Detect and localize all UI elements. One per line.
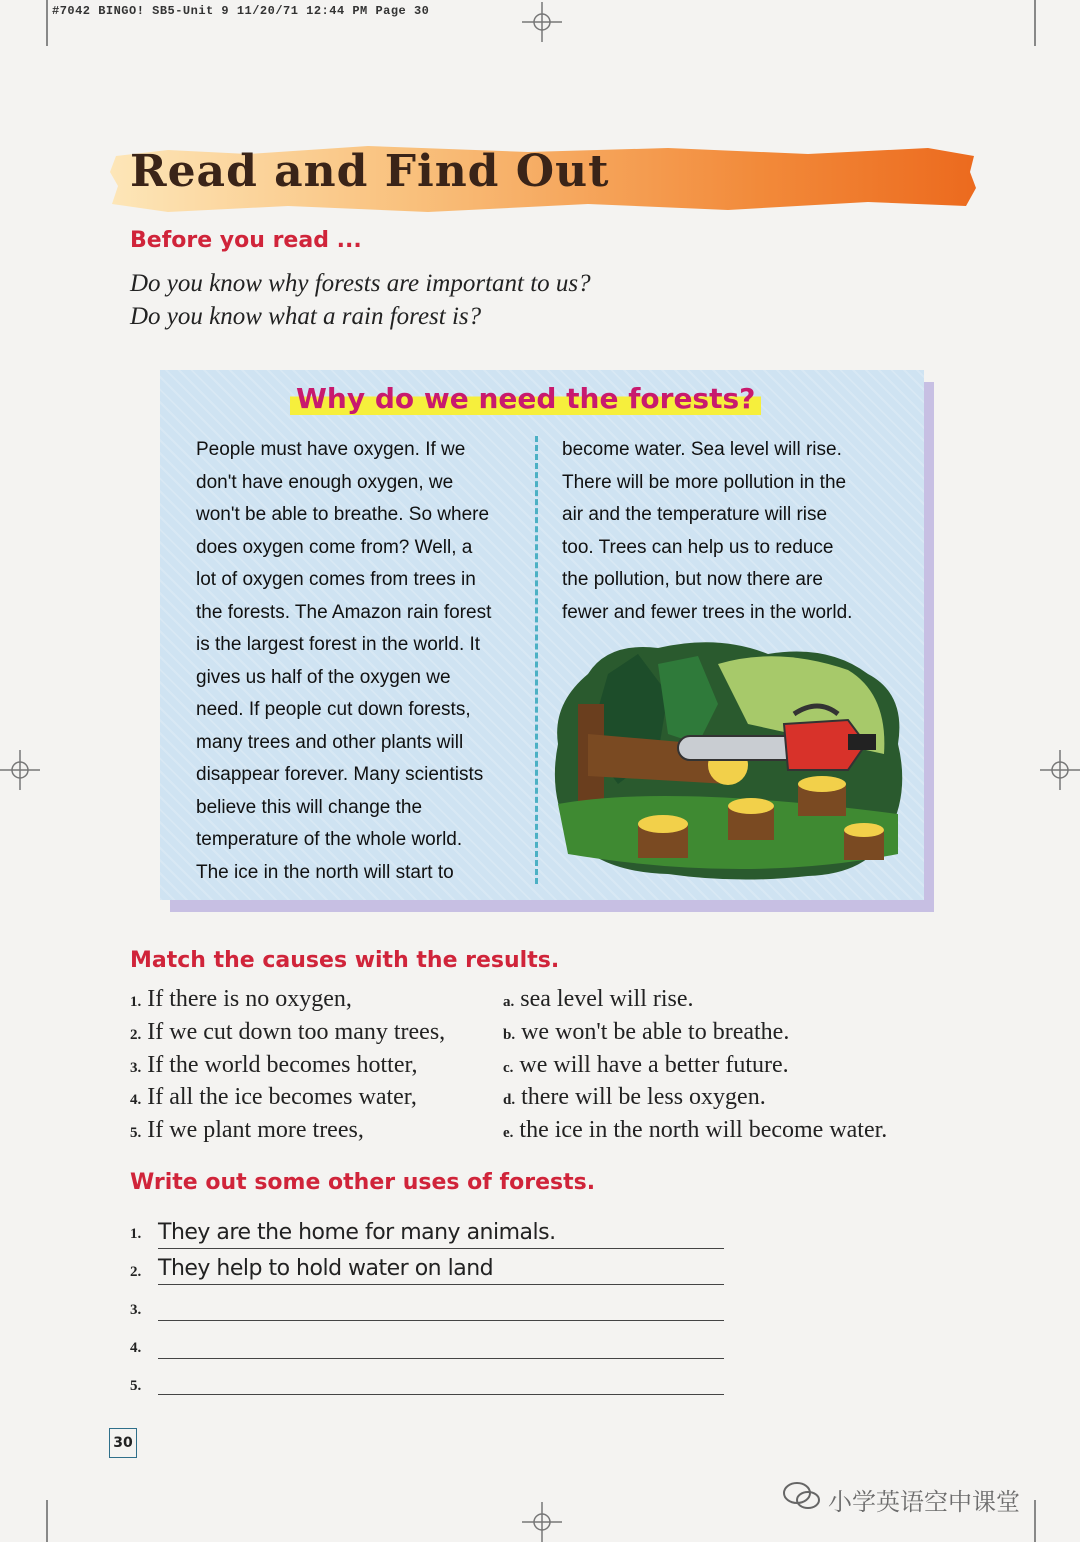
cause-item bbox=[130, 986, 352, 1013]
article-line: become water. Sea level will rise. bbox=[562, 439, 842, 460]
cause-item bbox=[130, 1084, 417, 1111]
before-question-2: Do you know what a rain forest is? bbox=[130, 303, 482, 330]
match-heading: Match the causes with the results. bbox=[130, 948, 560, 973]
article-line: lot of oxygen comes from trees in bbox=[196, 569, 476, 590]
result-item bbox=[503, 1019, 789, 1046]
article-line: fewer and fewer trees in the world. bbox=[562, 601, 853, 623]
crop-mark-top-left bbox=[46, 0, 48, 46]
cause-number: 3. bbox=[130, 1060, 142, 1076]
answer-line[interactable] bbox=[158, 1330, 724, 1359]
cause-text: If the world becomes hotter, bbox=[147, 1052, 418, 1078]
article-line: gives us half of the oxygen we bbox=[196, 666, 451, 688]
article-line: the forests. The Amazon rain forest bbox=[196, 601, 492, 623]
registration-mark-left bbox=[0, 750, 40, 790]
article-line: need. If people cut down forests, bbox=[196, 699, 471, 720]
answer-number: 1. bbox=[130, 1226, 142, 1242]
article-line: many trees and other plants will bbox=[196, 731, 464, 753]
answer-number: 3. bbox=[130, 1302, 142, 1318]
write-heading: Write out some other uses of forests. bbox=[130, 1170, 596, 1195]
crop-mark-top-right bbox=[1034, 0, 1036, 46]
result-letter: e. bbox=[503, 1125, 514, 1141]
result-item bbox=[503, 986, 694, 1013]
article-line: the pollution, but now there are bbox=[562, 569, 823, 590]
result-text: we will have a better future. bbox=[519, 1052, 789, 1078]
result-letter: b. bbox=[503, 1027, 516, 1043]
registration-mark-bottom bbox=[522, 1502, 562, 1542]
article-line: disappear forever. Many scientists bbox=[196, 764, 484, 785]
article-line: don't have enough oxygen, we bbox=[196, 471, 454, 493]
page-number: 30 bbox=[109, 1428, 137, 1458]
tree-stump bbox=[728, 798, 774, 840]
tree-stump bbox=[798, 776, 846, 816]
answer-line[interactable] bbox=[158, 1220, 724, 1249]
article-title: Why do we need the forests? bbox=[290, 382, 761, 418]
result-text: sea level will rise. bbox=[520, 986, 694, 1012]
article-line: is the largest forest in the world. It bbox=[196, 634, 481, 655]
article-line: air and the temperature will rise bbox=[562, 504, 828, 525]
answer-line[interactable] bbox=[158, 1256, 724, 1285]
result-letter: d. bbox=[503, 1092, 516, 1108]
article-line: too. Trees can help us to reduce bbox=[562, 536, 834, 558]
cause-number: 4. bbox=[130, 1092, 142, 1108]
article-line: believe this will change the bbox=[196, 796, 423, 818]
result-item bbox=[503, 1084, 766, 1111]
answer-number: 2. bbox=[130, 1264, 142, 1280]
page-title: Read and Find Out bbox=[130, 146, 610, 197]
before-heading: Before you read ... bbox=[130, 228, 362, 253]
answer-line[interactable] bbox=[158, 1292, 724, 1321]
tree-stump bbox=[844, 823, 884, 860]
result-item bbox=[503, 1117, 887, 1144]
answer-text: They are the home for many animals. bbox=[158, 1220, 556, 1245]
print-slug: #7042 BINGO! SB5-Unit 9 11/20/71 12:44 PM Page 30 bbox=[52, 4, 430, 18]
cause-number: 2. bbox=[130, 1027, 142, 1043]
crop-mark-bottom-right bbox=[1034, 1500, 1036, 1542]
answer-number: 5. bbox=[130, 1378, 142, 1394]
article-line: There will be more pollution in the bbox=[562, 471, 847, 493]
tree-stump bbox=[638, 815, 688, 858]
answer-line[interactable] bbox=[158, 1366, 724, 1395]
registration-mark-top bbox=[522, 2, 562, 42]
watermark-text: 小学英语空中课堂 bbox=[828, 1488, 1020, 1516]
cause-number: 1. bbox=[130, 994, 142, 1010]
result-letter: a. bbox=[503, 994, 515, 1010]
column-divider bbox=[535, 436, 538, 884]
crop-mark-bottom-left bbox=[46, 1500, 48, 1542]
answer-text: They help to hold water on land bbox=[158, 1256, 494, 1281]
cause-text: If we plant more trees, bbox=[147, 1117, 364, 1143]
result-text: the ice in the north will become water. bbox=[519, 1117, 888, 1143]
result-text: there will be less oxygen. bbox=[521, 1084, 766, 1110]
article-line: won't be able to breathe. So where bbox=[196, 504, 490, 525]
cause-text: If there is no oxygen, bbox=[147, 986, 352, 1012]
result-letter: c. bbox=[503, 1060, 514, 1076]
cause-item bbox=[130, 1019, 445, 1046]
article-line: People must have oxygen. If we bbox=[196, 439, 466, 460]
cause-item bbox=[130, 1117, 364, 1144]
article-line: does oxygen come from? Well, a bbox=[196, 536, 473, 558]
cause-item bbox=[130, 1052, 418, 1079]
result-text: we won't be able to breathe. bbox=[521, 1019, 790, 1045]
article-right-column bbox=[562, 434, 871, 629]
wechat-icon bbox=[782, 1480, 822, 1512]
answer-number: 4. bbox=[130, 1340, 142, 1356]
cause-text: If we cut down too many trees, bbox=[147, 1019, 446, 1045]
article-left-column bbox=[196, 434, 504, 889]
result-item bbox=[503, 1052, 789, 1079]
deforestation-illustration bbox=[548, 634, 910, 884]
article-line: temperature of the whole world. bbox=[196, 829, 463, 850]
registration-mark-right bbox=[1040, 750, 1080, 790]
before-question-1: Do you know why forests are important to us? bbox=[130, 270, 591, 297]
cause-number: 5. bbox=[130, 1125, 142, 1141]
cause-text: If all the ice becomes water, bbox=[147, 1084, 417, 1110]
article-line: The ice in the north will start to bbox=[196, 861, 454, 883]
